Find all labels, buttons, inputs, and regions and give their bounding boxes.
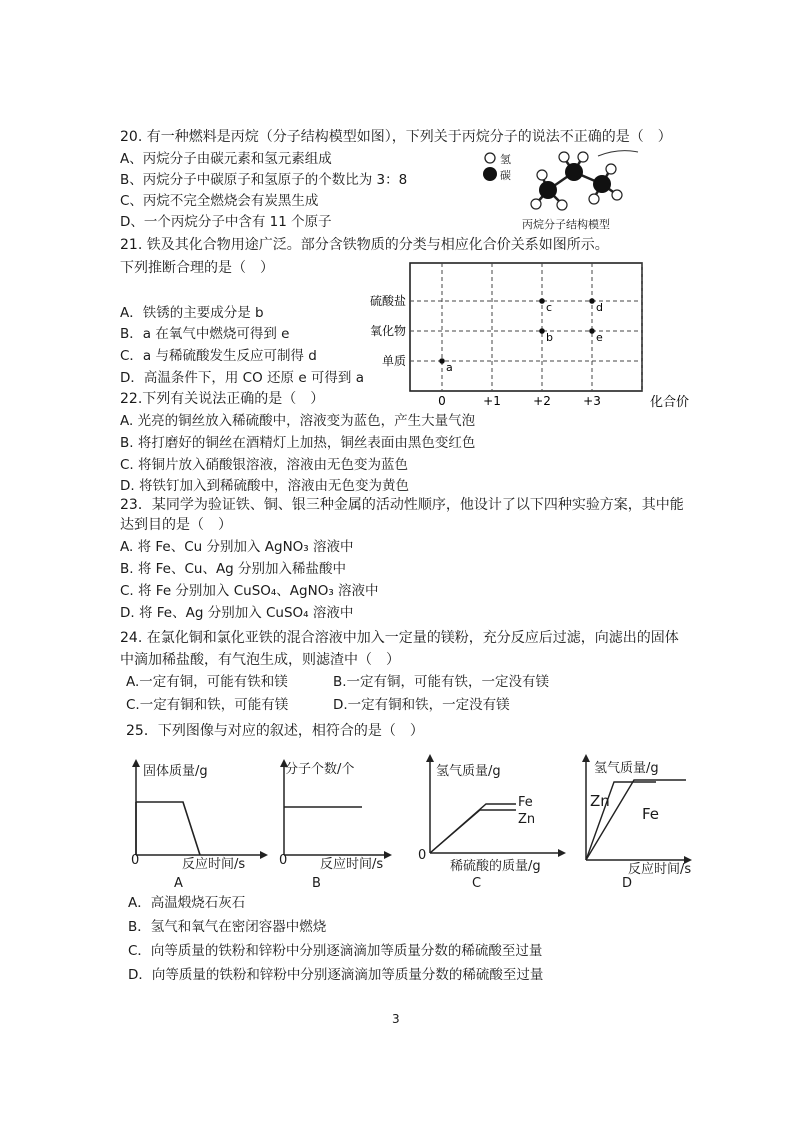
graph-d-fe-label: Fe	[642, 805, 660, 823]
point-d	[589, 298, 595, 304]
q20-option-b: B、丙烷分子中碳原子和氢原子的个数比为 3：8	[120, 172, 408, 188]
q22-option-a: A. 光亮的铜丝放入稀硫酸中，溶液变为蓝色，产生大量气泡	[120, 413, 476, 429]
graph-c-xlabel: 稀硫酸的质量/g	[450, 859, 541, 874]
q21-option-d: D．高温条件下，用 CO 还原 e 可得到 a	[120, 370, 364, 386]
point-c	[539, 298, 545, 304]
graph-b-xlabel: 反应时间/s	[320, 857, 384, 872]
graph-c-fe-label: Fe	[518, 795, 533, 810]
q20-option-c: C、丙烷不完全燃烧会有炭黑生成	[120, 193, 319, 209]
carbon-legend-label: 碳	[500, 169, 511, 182]
q24-option-d: D.一定有铜和铁，一定没有镁	[333, 697, 510, 713]
q23-stem-line2: 达到目的是（ ）	[120, 517, 232, 533]
carbon-atoms	[539, 163, 611, 199]
q23-option-a: A. 将 Fe、Cu 分别加入 AgNO₃ 溶液中	[120, 539, 354, 555]
graph-d-ylabel: 氢气质量/g	[594, 761, 659, 776]
graph-c-ylabel: 氢气质量/g	[436, 764, 501, 779]
graph-a-panel-label: A	[174, 876, 183, 891]
graph-c-panel-label: C	[472, 876, 482, 891]
q24-option-a: A.一定有铜，可能有铁和镁	[126, 674, 288, 690]
point-b	[539, 328, 545, 334]
carbon-legend-icon	[483, 167, 497, 181]
x-tick-label: 0	[438, 394, 446, 408]
point-label-a: a	[446, 361, 453, 374]
x-tick-label: +3	[583, 394, 601, 408]
graph-c-zn-line	[430, 810, 516, 853]
y-category-label: 氧化物	[369, 324, 406, 338]
q25-option-d: D．向等质量的铁粉和锌粉中分别逐滴滴加等质量分数的稀硫酸至过量	[128, 967, 544, 983]
hydrogen-legend-label: 氢	[500, 153, 511, 166]
q25-option-c: C．向等质量的铁粉和锌粉中分别逐滴滴加等质量分数的稀硫酸至过量	[128, 943, 543, 959]
q24-stem-line2: 中滴加稀盐酸，有气泡生成，则滤渣中（ ）	[120, 652, 400, 668]
q20-option-d: D、一个丙烷分子中含有 11 个原子	[120, 214, 332, 230]
q24-stem-line1: 24. 在氯化铜和氯化亚铁的混合溶液中加入一定量的镁粉，充分反应后过滤，向滤出的固体	[120, 630, 679, 646]
graph-a-line	[136, 802, 200, 855]
graph-d-zn-label: Zn	[590, 792, 610, 810]
q25-option-a: A．高温煅烧石灰石	[128, 895, 246, 911]
y-category-label: 单质	[381, 354, 406, 368]
point-label-e: e	[596, 331, 603, 344]
chart-frame	[410, 263, 642, 391]
x-tick-label: +2	[533, 394, 551, 408]
graph-d-panel-label: D	[622, 876, 633, 891]
q24-option-b: B.一定有铜，可能有铁，一定没有镁	[333, 674, 550, 690]
graph-c-fe-line	[430, 804, 516, 853]
graph-a-ylabel: 固体质量/g	[143, 764, 208, 779]
graph-a-origin: 0	[131, 853, 140, 868]
point-e	[589, 328, 595, 334]
q25-stem: 25．下列图像与对应的叙述，相符合的是（ ）	[126, 723, 424, 739]
q22-option-d: D. 将铁钉加入到稀硫酸中，溶液由无色变为黄色	[120, 478, 409, 494]
q22-stem: 22.下列有关说法正确的是（ ）	[120, 391, 325, 407]
q20-stem: 20. 有一种燃料是丙烷（分子结构模型如图），下列关于丙烷分子的说法不正确的是（ ）	[120, 129, 672, 145]
q23-option-c: C. 将 Fe 分别加入 CuSO₄、AgNO₃ 溶液中	[120, 583, 379, 599]
q22-option-c: C. 将铜片放入硝酸银溶液，溶液由无色变为蓝色	[120, 457, 409, 473]
point-label-b: b	[546, 331, 553, 344]
point-label-c: c	[546, 301, 553, 314]
q23-stem-line1: 23．某同学为验证铁、铜、银三种金属的活动性顺序，他设计了以下四种实验方案，其中能	[120, 497, 684, 513]
q20-option-a: A、丙烷分子由碳元素和氢元素组成	[120, 151, 332, 167]
q24-option-c: C.一定有铜和铁，可能有镁	[126, 697, 289, 713]
q21-option-c: C．a 与稀硫酸发生反应可制得 d	[120, 348, 317, 364]
point-label-d: d	[596, 301, 603, 314]
graph-d-xlabel: 反应时间/s	[628, 862, 692, 877]
q22-option-b: B. 将打磨好的铜丝在酒精灯上加热，铜丝表面由黑色变红色	[120, 435, 476, 451]
hydrogen-legend-icon	[485, 153, 495, 163]
graph-c-origin: 0	[418, 848, 427, 863]
x-tick-label: +1	[483, 394, 501, 408]
q25-option-b: B．氢气和氧气在密闭容器中燃烧	[128, 919, 327, 935]
q23-option-d: D. 将 Fe、Ag 分别加入 CuSO₄ 溶液中	[120, 605, 354, 621]
graph-b-panel-label: B	[312, 876, 321, 891]
q21-option-b: B．a 在氧气中燃烧可得到 e	[120, 326, 290, 342]
graph-b-ylabel: 分子个数/个	[285, 762, 355, 777]
q21-ask: 下列推断合理的是（ ）	[120, 260, 274, 276]
propane-caption: 丙烷分子结构模型	[522, 218, 610, 231]
x-axis-title: 化合价	[650, 395, 690, 410]
page-number: 3	[392, 1012, 400, 1026]
y-category-label: 硫酸盐	[369, 294, 406, 308]
graph-c-zn-label: Zn	[518, 812, 536, 827]
q23-option-b: B. 将 Fe、Cu、Ag 分别加入稀盐酸中	[120, 561, 347, 577]
q21-option-a: A．铁锈的主要成分是 b	[120, 305, 264, 321]
iron-valence-chart	[350, 258, 690, 413]
graph-a-xlabel: 反应时间/s	[182, 857, 246, 872]
graph-b-origin: 0	[279, 853, 288, 868]
point-a	[439, 358, 445, 364]
q21-stem: 21. 铁及其化合物用途广泛。部分含铁物质的分类与相应化合价关系如图所示。	[120, 237, 609, 253]
